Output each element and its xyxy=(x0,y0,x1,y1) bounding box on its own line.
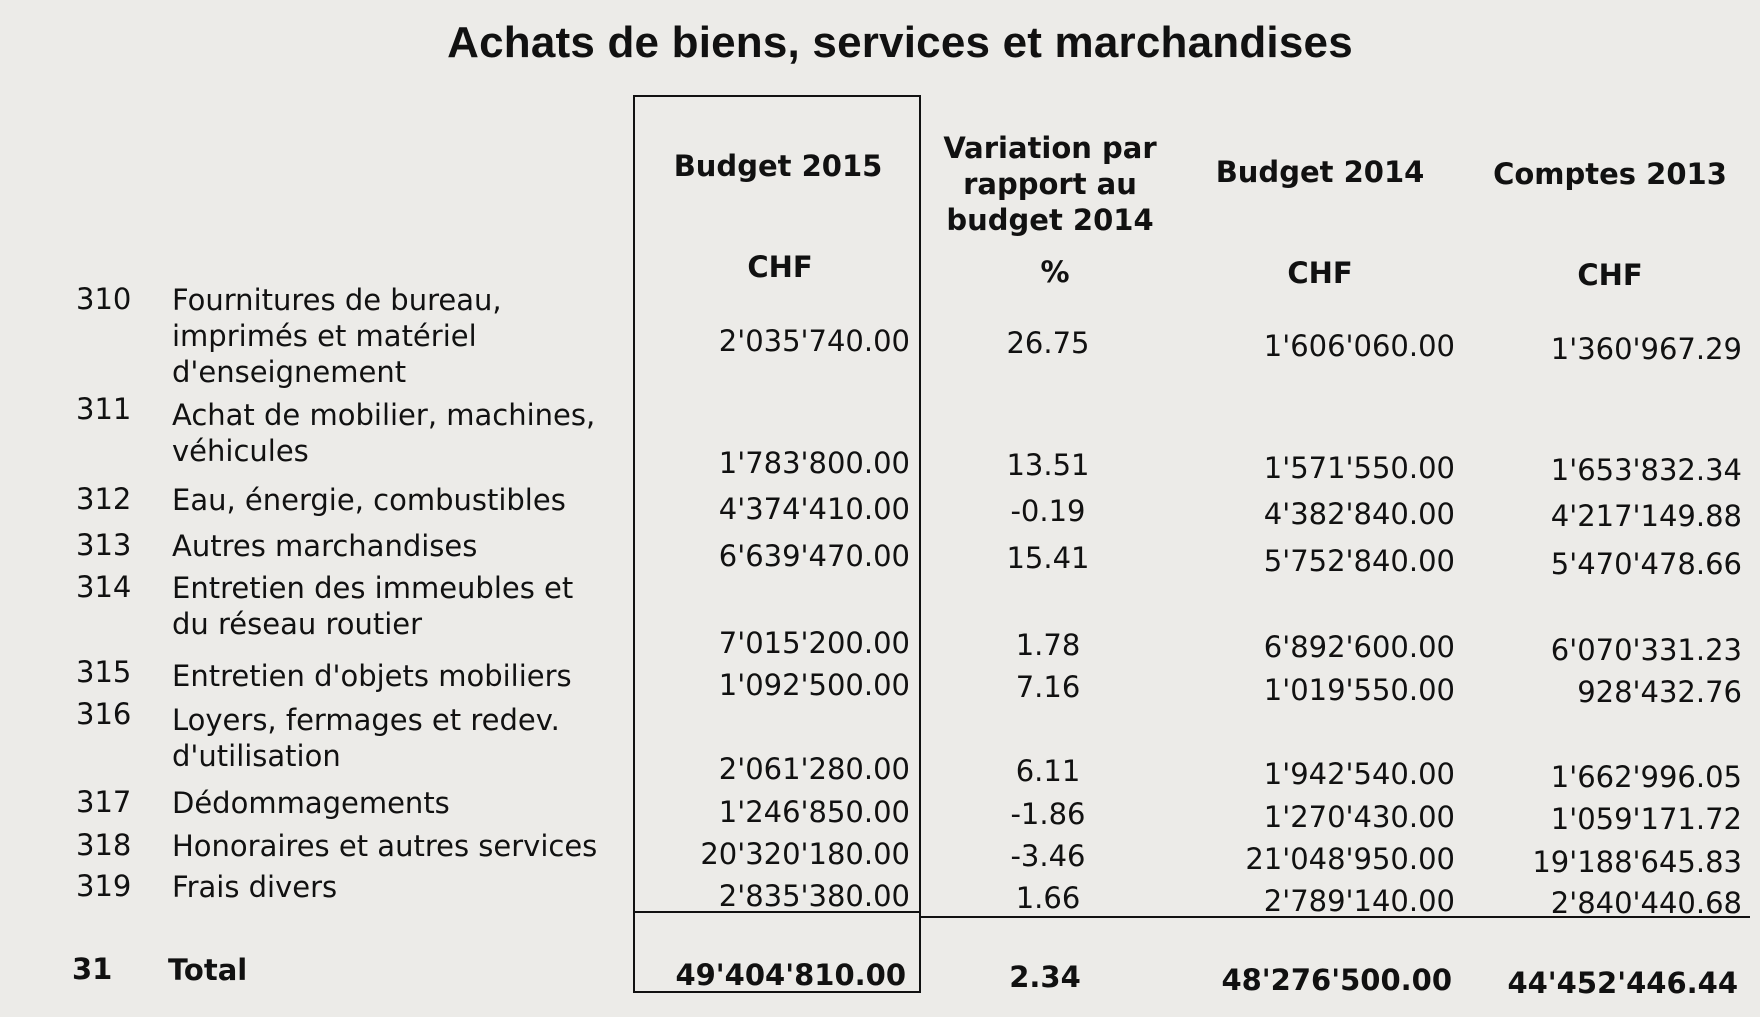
row-comptes-2013: 19'188'645.83 xyxy=(1532,845,1742,879)
row-budget-2015: 20'320'180.00 xyxy=(700,837,910,871)
row-label: Honoraires et autres services xyxy=(172,829,598,863)
row-budget-2015: 2'035'740.00 xyxy=(718,324,910,358)
row-label: Fournitures de bureau, imprimés et matériel d'enseignement xyxy=(172,283,502,389)
row-label: Loyers, fermages et redev. d'utilisation xyxy=(172,703,560,773)
row-variation: -1.86 xyxy=(1010,797,1086,831)
row-code: 312 xyxy=(76,482,132,516)
row-code: 319 xyxy=(76,869,132,903)
header-budget-2014: Budget 2014 xyxy=(1215,155,1425,189)
row-budget-2014: 1'270'430.00 xyxy=(1263,800,1455,834)
row-budget-2014: 4'382'840.00 xyxy=(1263,497,1455,531)
row-budget-2015: 1'246'850.00 xyxy=(718,795,910,829)
total-label: Total xyxy=(168,953,248,987)
row-budget-2014: 1'606'060.00 xyxy=(1263,329,1455,363)
row-budget-2015: 4'374'410.00 xyxy=(718,492,910,526)
unit-comptes-2013: CHF xyxy=(1577,258,1643,292)
row-budget-2014: 21'048'950.00 xyxy=(1245,842,1455,876)
row-variation: 6.11 xyxy=(1015,754,1081,788)
row-comptes-2013: 1'662'996.05 xyxy=(1550,760,1742,794)
row-label: Eau, énergie, combustibles xyxy=(172,483,566,517)
row-comptes-2013: 6'070'331.23 xyxy=(1550,633,1742,667)
unit-variation: % xyxy=(1040,255,1070,289)
row-budget-2015: 7'015'200.00 xyxy=(718,626,910,660)
row-comptes-2013: 2'840'440.68 xyxy=(1550,886,1742,920)
unit-budget-2014: CHF xyxy=(1287,256,1353,290)
row-code: 311 xyxy=(76,392,132,426)
row-budget-2014: 5'752'840.00 xyxy=(1263,544,1455,578)
row-code: 317 xyxy=(76,785,132,819)
header-comptes-2013: Comptes 2013 xyxy=(1493,157,1727,191)
row-code: 314 xyxy=(76,570,132,604)
row-variation: 1.78 xyxy=(1015,628,1081,662)
header-budget-2015: Budget 2015 xyxy=(673,149,883,183)
row-budget-2015: 2'061'280.00 xyxy=(718,752,910,786)
row-label: Achat de mobilier, machines, véhicules xyxy=(172,398,596,468)
row-budget-2015: 6'639'470.00 xyxy=(718,539,910,573)
header-variation: Variation par rapport au budget 2014 xyxy=(943,131,1157,237)
row-variation: 1.66 xyxy=(1015,881,1081,915)
row-budget-2014: 2'789'140.00 xyxy=(1263,884,1455,918)
row-variation: 13.51 xyxy=(1006,448,1090,482)
row-comptes-2013: 1'059'171.72 xyxy=(1550,802,1742,836)
row-budget-2014: 1'571'550.00 xyxy=(1263,451,1455,485)
row-budget-2014: 1'942'540.00 xyxy=(1263,757,1455,791)
row-variation: 15.41 xyxy=(1006,541,1090,575)
total-budget-2014: 48'276'500.00 xyxy=(1221,963,1452,997)
unit-budget-2015: CHF xyxy=(747,250,813,284)
row-budget-2014: 6'892'600.00 xyxy=(1263,630,1455,664)
page-title: Achats de biens, services et marchandises xyxy=(447,18,1353,67)
row-variation: -0.19 xyxy=(1010,494,1086,528)
row-code: 313 xyxy=(76,528,132,562)
row-variation: 26.75 xyxy=(1006,326,1090,360)
total-code: 31 xyxy=(72,952,113,986)
row-label: Dédommagements xyxy=(172,786,450,820)
row-code: 315 xyxy=(76,655,132,689)
row-code: 318 xyxy=(76,828,132,862)
row-variation: -3.46 xyxy=(1010,839,1086,873)
row-comptes-2013: 1'360'967.29 xyxy=(1550,332,1742,366)
row-budget-2015: 1'092'500.00 xyxy=(718,668,910,702)
row-budget-2014: 1'019'550.00 xyxy=(1263,673,1455,707)
row-budget-2015: 2'835'380.00 xyxy=(718,879,910,913)
row-comptes-2013: 5'470'478.66 xyxy=(1550,547,1742,581)
row-comptes-2013: 1'653'832.34 xyxy=(1550,453,1742,487)
row-label: Entretien des immeubles et du réseau routier xyxy=(172,571,574,641)
total-variation: 2.34 xyxy=(1009,960,1081,994)
total-budget-2015: 49'404'810.00 xyxy=(675,958,906,992)
row-code: 310 xyxy=(76,282,132,316)
row-comptes-2013: 928'432.76 xyxy=(1577,675,1742,709)
row-budget-2015: 1'783'800.00 xyxy=(718,446,910,480)
row-label: Frais divers xyxy=(172,870,338,904)
total-comptes-2013: 44'452'446.44 xyxy=(1507,966,1738,1000)
row-label: Autres marchandises xyxy=(172,529,478,563)
row-code: 316 xyxy=(76,697,132,731)
row-comptes-2013: 4'217'149.88 xyxy=(1550,499,1742,533)
row-variation: 7.16 xyxy=(1015,670,1081,704)
row-label: Entretien d'objets mobiliers xyxy=(172,659,572,693)
